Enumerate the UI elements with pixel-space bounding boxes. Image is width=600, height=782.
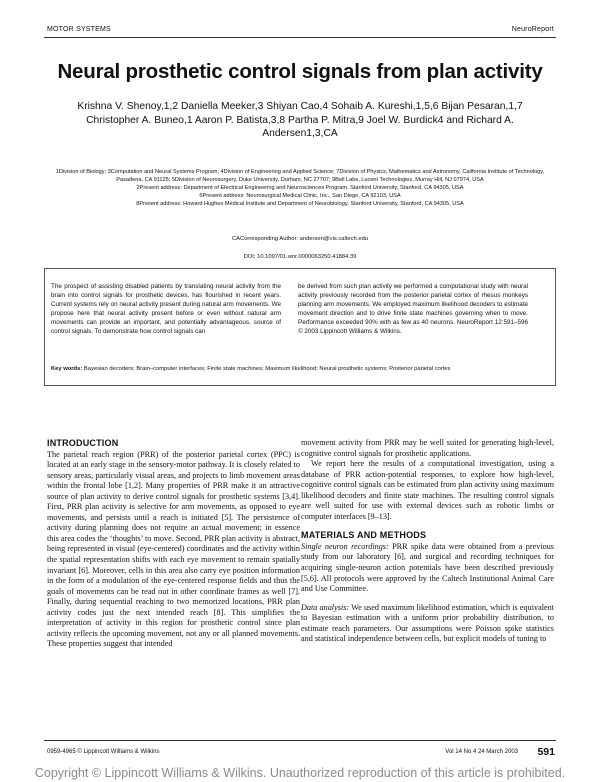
copyright-notice: Copyright © Lippincott Williams & Wilkins. Unauthorized reproduction of this article is prohibited. <box>34 766 566 780</box>
abstract-right: be derived from such plan activity we performed a computational study with neural activity previously recorded from the posterior parietal cortex of rhesus monkeys planning arm movements. We employed maximum likelihood decoders to estimate movement direction and to drive finite state machines governing when to move. Performance exceeded 90% with as few as 40 neurons. NeuroReport 12:591–596 © 2003 Lippincott Williams & Wilkins. <box>298 283 528 335</box>
abstract-box <box>44 268 556 386</box>
corresponding-author: CACorresponding Author: andersen@vis.caltech.edu <box>231 236 369 242</box>
keywords-text: Bayesian decoders; Brain–computer interfaces; Finite state machines; Maximum likelihood; Neural prosthetic systems; Posterior parietal cortex <box>83 366 451 372</box>
affiliation-present-8: 8Present address: Howard Hughes Medical Institute and Department of Neurobiology, Stanford University, Stanford, CA 94305, USA <box>136 201 464 207</box>
header-rule <box>44 37 556 38</box>
intro-heading: INTRODUCTION <box>47 438 119 448</box>
methods-heading: MATERIALS AND METHODS <box>301 530 427 541</box>
running-header-section: MOTOR SYSTEMS <box>47 26 111 33</box>
methods-subheading-1: Single neuron recordings: <box>301 541 389 551</box>
page-number: 591 <box>537 746 555 758</box>
keywords-label: Key words: <box>51 366 83 372</box>
methods-text-1: PRR spike data were obtained from a previous study from our laboratory [6], and surgical and recording techniques for acquiring single-neuron action potentials have been described previously [5,6]. All protocols were approved by the Caltech Institutional Animal Care and Use Committee. <box>301 541 554 594</box>
keywords <box>51 365 547 373</box>
methods-paragraph-1 <box>301 542 554 595</box>
column-left <box>47 438 300 650</box>
affiliation-present-6: 6Present address: Neurosurgical Medical Clinic, Inc., San Diego, CA 92103, USA <box>199 193 401 199</box>
running-header-journal: NeuroReport <box>511 26 554 33</box>
affiliations <box>55 168 545 208</box>
right-paragraph-1: movement activity from PRR may be well suited for generating high-level, cognitive control signals for prosthetic applications. <box>301 438 554 458</box>
footer-volume: Vol 14 No 4 24 March 2003 <box>445 749 518 755</box>
methods-subheading-2: Data analysis: <box>301 602 350 612</box>
intro-paragraph: The parietal reach region (PRR) of the posterior parietal cortex (PPC) is located at an early stage in the sensory-motor pathway. It is closely related to sensory areas, particularly visual areas, and projects to limb movement areas within the frontal lobe [1,2]. Many properties of PRR make it an attractive source of plan activity to derive control signals for prosthetic systems [3,4]. First, PRR plan activity is selective for arm movements, as opposed to eye movements, and persists until a reach is initiated [5]. The persistence of activity during planning does not require an actual movement; in essence this area codes the ‘thoughts’ to move. Second, PRR plan activity is abstract, being represented in visual (eye-centered) coordinates and the activity within the spatial representation shifts with each eye movement to remain spatially invariant [6]. Moreover, cells in this area also carry eye position information in the form of a modulation of the eye-centered response fields and thus the goals of movements can be read out in other coordinate frames as well [7]. Finally, during sequential reaching to two memorized locations, PRR plan activity codes just the next intended reach [8]. This simplifies the interpretation of activity in this region for prosthetic control since plan activity reflects the upcoming movement, not any or all planned movements. These properties suggest that intended <box>47 449 300 649</box>
right-paragraph-2: We report here the results of a computational investigation, using a database of PRR action-potential responses, to explore how high-level, cognitive control signals can be estimated from plan activity using maximum likelihood decoders and finite state machines. The resulting control signals are well suited for use with external devices such as robotic limbs or computer interfaces [9–13]. <box>301 459 554 521</box>
page-title: Neural prosthetic control signals from plan activity <box>57 60 543 83</box>
column-right <box>301 438 554 645</box>
affiliation-main: 1Division of Biology; 3Computation and Neural Systems Program; 4Division of Engineering and Applied Science; 7Division of Physics, Mathematics and Astronomy, California Institute of Technology, Pasadena, CA 91125; 5Division of Neurosurgery, Duke University, Durham, NC 27707; 9Bell Labs, Lucent Technologies, Murray Hill, NJ 07974, USA <box>55 169 545 183</box>
author-list: Krishna V. Shenoy,1,2 Daniella Meeker,3 Shiyan Cao,4 Sohaib A. Kureshi,1,5,6 Bijan Pesaran,1,7 Christopher A. Buneo,1 Aaron P. Batista,3,8 Partha P. Mitra,9 Joel W. Burdick4 and Richard A. Andersen1,3,CA <box>77 101 523 139</box>
abstract-left: The prospect of assisting disabled patients by translating neural activity from the brain into control signals for prosthetic devices, has flourished in recent years. Current systems rely on neural activity present during natural arm movements. We propose here that neural activity present before or even without natural arm movements can provide an important, and potentially advantageous, source of control signals. To demonstrate how control signals can <box>51 283 281 335</box>
footer-issn: 0959-4965 © Lippincott Williams & Wilkins <box>47 749 160 755</box>
methods-text-2: We used maximum likelihood estimation, which is equivalent to Bayesian estimation with a uniform prior probability distribution, to estimate reach parameters. Our assumptions were Poisson spike statistics and statistical independence between cells, but explicit models of tuning to <box>301 602 554 644</box>
doi: DOI: 10.1097/01.wnr.0000063250.41884.39 <box>243 254 357 260</box>
footer-rule <box>44 740 556 741</box>
affiliation-present-2: 2Present address: Department of Electrical Engineering and Neurosciences Program, Stanford University, Stanford, CA 94305, USA <box>136 185 464 191</box>
methods-paragraph-2 <box>301 603 554 645</box>
